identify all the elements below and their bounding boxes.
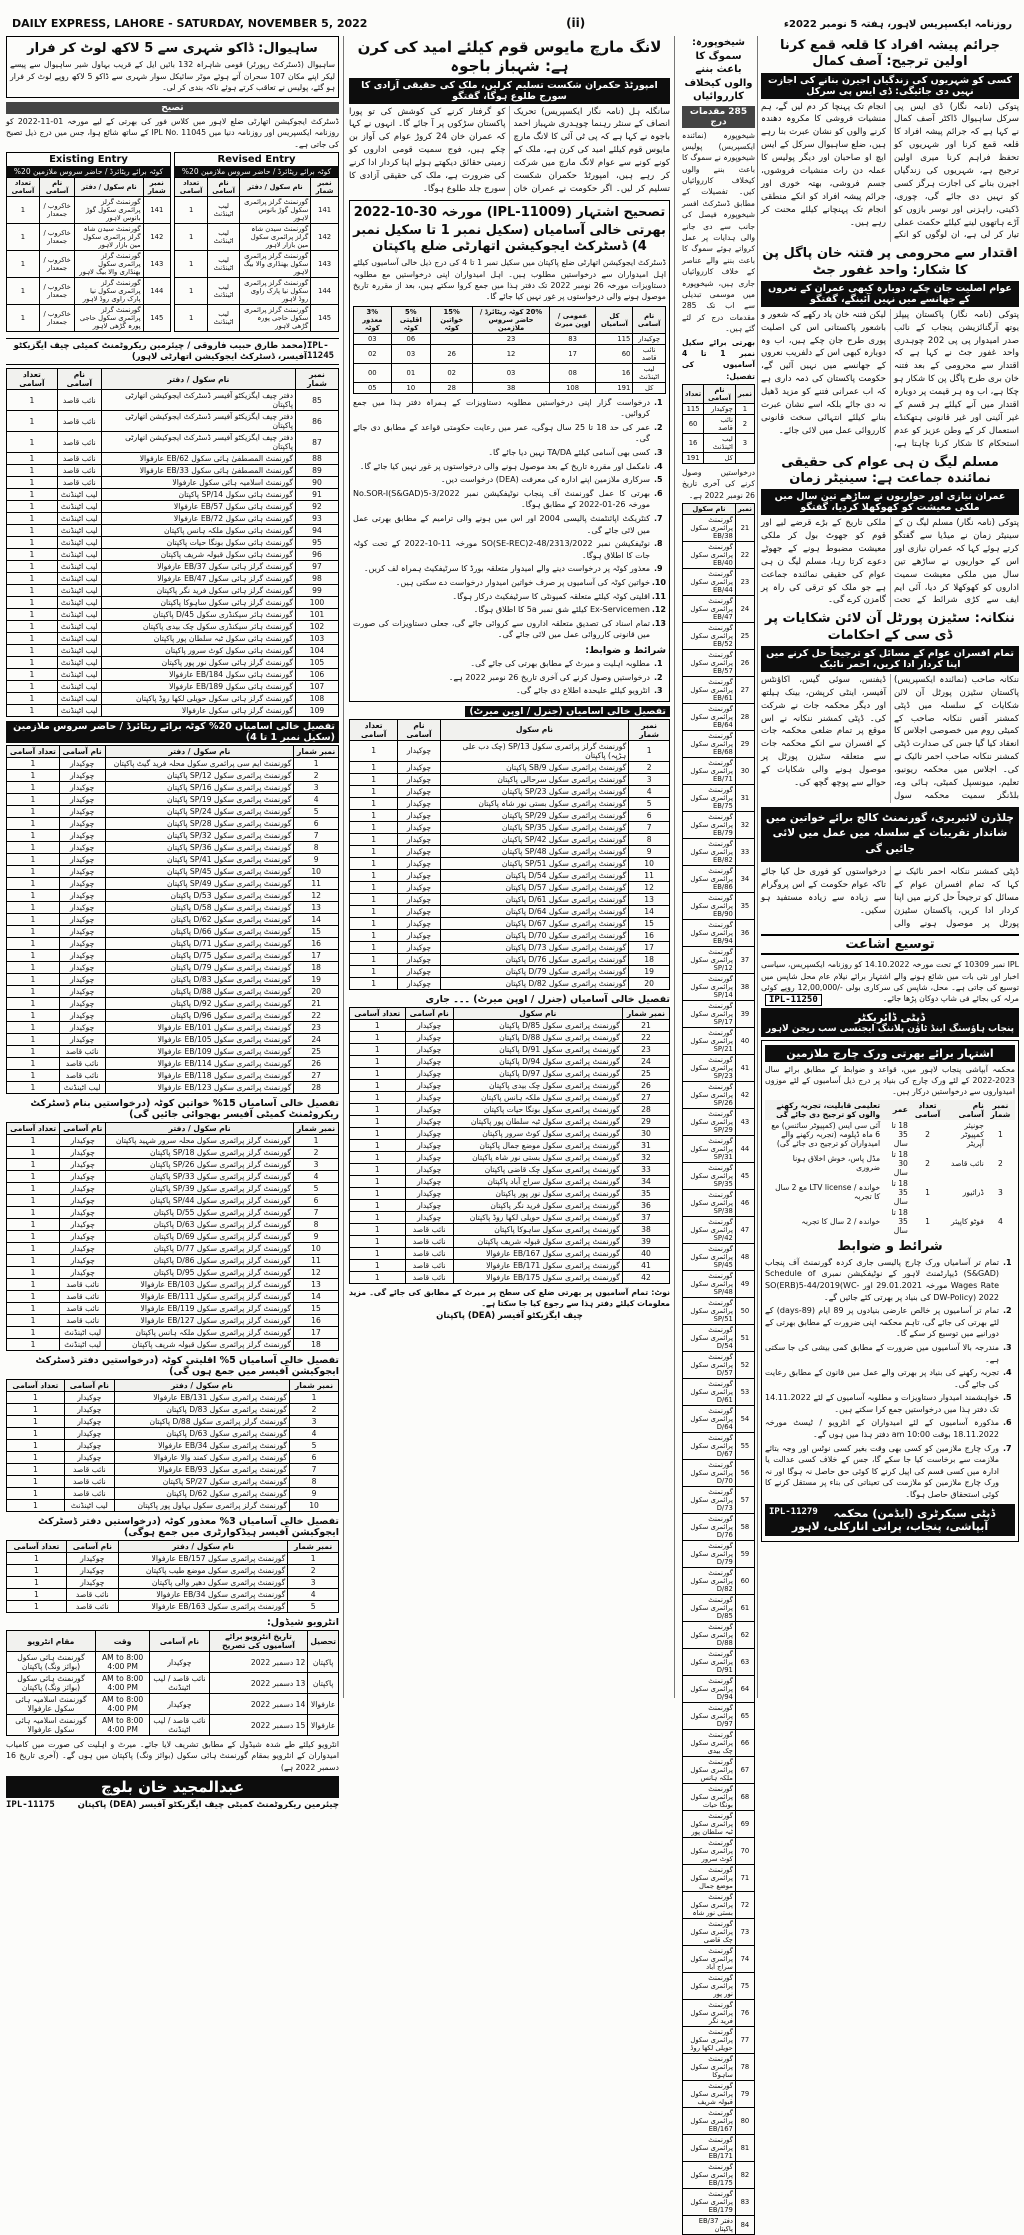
quota20-table: نمبر شمار نام سکول / دفتر نام آسامی تعداد آسامی 1 گورنمنٹ ایم سی پرائمری سکول محلہ فرید گیٹ پاکپتان چوکیدار 1 2 گورنمنٹ پرائمری سکول 12/SP پاکپتان چوکیدار 1 3 گورنمنٹ پرائمری سکول 16/SP پاکپتان چوکیدار 1 4 گورنمنٹ پرائمری سکول 19/SP پاکپتان چوکیدار 1 5 گورنمنٹ پرائمری سکول 24/SP پاکپتان چوکیدار 1 6 گورنمنٹ پرائمری سکول 28/SP پاکپتان چوکیدار 1 7 گورنمنٹ پرائمری سکول 32/SP پاکپتان چوکیدار 1 8 گورنمنٹ پرائمری سکول 36/SP پاکپتان چوکیدار 1 9 گورنمنٹ پرائمری سکول 41/SP پاکپتان چوکیدار 1 10 گورنمنٹ پرائمری سکول 45/SP پاکپتان چوکیدار 1 11 گورنمنٹ پرائمری سکول 49/SP پاکپتان چوکیدار 1 12 گورنمنٹ پرائمری سکول 53/D پاکپتان چوکیدار 1 13 گورنمنٹ پرائمری سکول 58/D پاکپتان چوکیدار 1 14 گورنمنٹ پرائمری سکول 62/D پاکپتان چوکیدار 1 15 گورنمنٹ پرائمری سکول 66/D پاکپتان چوکیدار 1 16 گورنمنٹ پرائمری سکول 71/D پاکپتان چوکیدار 1 17 گورنمنٹ پرائمری سکول 75/D پاکپتان چوکیدار 1 18 گورنمنٹ پرائمری سکول 79/D پاکپتان چوکیدار 1 19 گورنمنٹ پرائمری سکول 83/D پاکپتان چوکیدار 1 20 گورنمنٹ پرائمری سکول 88/D پاکپتان چوکیدار 1 21 گورنمنٹ پرائمری سکول 92/D پاکپتان چوکیدار 1 22 گورنمنٹ پرائمری سکول 96/D پاکپتان چوکیدار 1 23 گورنمنٹ پرائمری سکول 101/EB عارفوالا چوکیدار 1 24 گورنمنٹ پرائمری سکول 105/EB عارفوالا چوکیدار 1 25 گورنمنٹ پرائمری سکول 109/EB عارفوالا نائب قاصد 1 26 گورنمنٹ پرائمری سکول 114/EB عارفوالا نائب قاصد 1 27 گورنمنٹ پرائمری سکول 118/EB عارفوالا نائب قاصد 1 28 گورنمنٹ پرائمری سکول 123/EB عارفوالا لیب اٹینڈنٹ 1 [6, 745, 339, 1094]
correction-ad-subtitle: بھرتی خالی آسامیاں (سکیل نمبر 1 تا سکیل نمبر 4) ڈسٹرکٹ ایجوکیشن اتھارٹی ضلع پاکپتان [353, 222, 666, 255]
revised-entry-label: Revised Entry [174, 152, 339, 166]
middle-column [349, 36, 675, 1698]
ghafoor-jat-body: پتوکی (نامہ نگار) پاکستان پیپلز یوتھ آرگنائزیشن پنجاب کے نائب صدر امیدوار پی پی 202 چوہدری واحد غفور جٹ نے کہا ہے کہ اقتدار سے محرومی کے بعد فتنہ خان بری طرح پاگل پن کا شکار ہو چکا ہے، اب وہ ہر قیمت پر دوبارہ اقتدار میں آنے کیلئے ہر قسم کے غیر آئینی اور غیر قانونی ہتھکنڈے استعمال کر کے وطن عزیز کو عدم استحکام کا شکار کرنا چاہتا ہے، لیکن فتنہ خان یاد رکھے کہ شعور و باشعور پاکستانی اس کی اصلیت پوری طرح جان چکے ہیں، اب وہ دوبارہ کبھی اس کے دلفریب نعروں کے جھانسے میں نہیں آئیں گے، حکومت پاکستان کی ذمہ داری ہے کہ اب عمرانی فتنے کو مزید ڈھیل نہ دی جائے بلکہ اسے نشان عبرت بنانے کیلئے انتہائی سخت قانونی کارروائی عمل میں لائی جائے۔ [761, 309, 1019, 449]
vacancies-continuation-table: نمبر شمار نام سکول / دفتر نام آسامی تعداد آسامی 85 دفتر چیف ایگزیکٹو آفیسر ڈسٹرکٹ ایجوکیشن اتھارٹی پاکپتان نائب قاصد 1 86 دفتر چیف ایگزیکٹو آفیسر ڈسٹرکٹ ایجوکیشن اتھارٹی پاکپتان نائب قاصد 1 87 دفتر چیف ایگزیکٹو آفیسر ڈسٹرکٹ ایجوکیشن اتھارٹی پاکپتان نائب قاصد 1 88 گورنمنٹ المصطفیٰ ہائی سکول 62/EB عارفوالا نائب قاصد 1 89 گورنمنٹ المصطفیٰ ہائی سکول 33/EB عارفوالا نائب قاصد 1 90 گورنمنٹ اسلامیہ ہائی سکول عارفوالا نائب قاصد 1 91 گورنمنٹ ہائی سکول 14/SP پاکپتان لیب اٹینڈنٹ 1 92 گورنمنٹ ہائی سکول 57/EB عارفوالا لیب اٹینڈنٹ 1 93 گورنمنٹ ہائی سکول 72/EB عارفوالا لیب اٹینڈنٹ 1 94 گورنمنٹ ہائی سکول ملکہ ہانس پاکپتان لیب اٹینڈنٹ 1 95 گورنمنٹ ہائی سکول بونگا حیات پاکپتان لیب اٹینڈنٹ 1 96 گورنمنٹ ہائی سکول قبولہ شریف پاکپتان لیب اٹینڈنٹ 1 97 گورنمنٹ گرلز ہائی سکول 37/EB عارفوالا لیب اٹینڈنٹ 1 98 گورنمنٹ گرلز ہائی سکول 47/EB عارفوالا لیب اٹینڈنٹ 1 99 گورنمنٹ گرلز ہائی سکول فرید نگر پاکپتان لیب اٹینڈنٹ 1 100 گورنمنٹ گرلز ہائی سکول ساہوکا پاکپتان لیب اٹینڈنٹ 1 101 گورنمنٹ ہائر سیکنڈری سکول 45/D پاکپتان لیب اٹینڈنٹ 1 102 گورنمنٹ ہائر سیکنڈری سکول چک بیدی پاکپتان لیب اٹینڈنٹ 1 103 گورنمنٹ ہائی سکول ٹبہ سلطان پور پاکپتان لیب اٹینڈنٹ 1 104 گورنمنٹ ہائی سکول کوٹ سرور پاکپتان لیب اٹینڈنٹ 1 105 گورنمنٹ گرلز ہائی سکول نور پور پاکپتان لیب اٹینڈنٹ 1 106 گورنمنٹ ہائی سکول 184/EB عارفوالا لیب اٹینڈنٹ 1 107 گورنمنٹ ہائی سکول 189/EB عارفوالا لیب اٹینڈنٹ 1 108 گورنمنٹ گرلز ہائی سکول حویلی لکھا روڈ پاکپتان لیب اٹینڈنٹ 1 109 گورنمنٹ گرلز ہائی سکول عارفوالا لیب اٹینڈنٹ 1 [6, 368, 339, 717]
smog-body: شیخوپورہ (نمائندہ ایکسپریس) پولیس شیخوپورہ نے سموگ کا باعث بننے والوں کیخلاف کارروائیاں کیں۔ تفصیلات کے مطابق ڈسٹرکٹ افسر شیخوپورہ فیصل کی جانب سے دی جانے والی ہدایات پر عمل کرواتے ہوئے سموگ کا باعث بننے والے عناصر کے خلاف کارروائیاں جاری ہیں، شیخوپورہ میں موسمی تبدیلی سے اب تک 285 مقدمات درج کر لئے گئے ہیں۔ [682, 130, 755, 334]
longmarch-subhead: امپورٹڈ حکمران شکست تسلیم کرلیں، ملک کی حقیقی آزادی کا سورج طلوع ہوگا، گفتگو [349, 78, 670, 104]
interview-schedule-title: انٹرویو شیڈول: [266, 1617, 339, 1629]
nankana-body-2: ڈپٹی کمشنر ننکانہ احمر نائیک نے کہا کہ تمام افسران عوام کے مسائل کو ترجیحاً حل کرنے میں اپنا کردار ادا کریں، پاکستان سٹیزن پورٹل پر موصول ہونے والی درخواستوں کو فوری حل کیا جائے تاکہ عوام حکومت کے اس پروگرام سے زیادہ سے زیادہ مستفید ہو سکیں۔ [761, 866, 1019, 929]
correction-signature-row [6, 338, 339, 365]
strip-detail-intro: بھرتی برائے سکیل نمبر 1 تا 4 آسامیوں کی تفصیل: [682, 337, 755, 381]
extension-notice-body: IPL نمبر 10309 کے تحت مورخہ 14.10.2022 کو روزنامہ ایکسپریس، سیاسی اخبار اور نئی بات میں شائع ہونے والے اشتہار برائے نیلام عام محل شاپس میں توسیع کی جاتی ہے۔ محل، شاپس کی سرکاری بولی -/12,00,000 روپے کوئی مرلہ کی بجائے فی شاپ دوکان پڑھا جائے۔ [761, 960, 1019, 1004]
revised-quota-banner: کوٹہ برائے ریٹائرڈ / حاضر سروس ملازمین 20% [174, 166, 339, 177]
correction-intro: ڈسٹرکٹ ایجوکیشن اتھارٹی ضلع لاہور میں کلاس فور کی بھرتی کے لیے مورخہ 01-11-2022 کو روزنامہ ایکسپریس اور روزنامہ دنیا میں IPL No. 11045 کے ساتھ شائع ہوا، جس میں درج ذیل تصیح کی جاتی ہے۔ [6, 117, 340, 149]
posts-summary-table: نمبر نام آسامی تعداد 1 چوکیدار 115 2 نائب قاصد 60 3 لیب اٹینڈنٹ 16 کل 191 [682, 384, 755, 464]
merit-table: نمبر شمار نام سکول نام آسامی تعداد آسامی 1 گورنمنٹ گرلز پرائمری سکول 13/SP (چک دب علی ہڑپہ) پاکپتان چوکیدار 1 2 گورنمنٹ پرائمری سکول 9/SB پاکپتان چوکیدار 1 3 گورنمنٹ پرائمری سکول سرحالی پاکپتان چوکیدار 1 4 گورنمنٹ پرائمری سکول 23/SP پاکپتان چوکیدار 1 5 گورنمنٹ پرائمری سکول بستی نور شاہ پاکپتان چوکیدار 1 6 گورنمنٹ پرائمری سکول 29/SP پاکپتان چوکیدار 1 7 گورنمنٹ پرائمری سکول 35/SP پاکپتان چوکیدار 1 8 گورنمنٹ پرائمری سکول 42/SP پاکپتان چوکیدار 1 9 گورنمنٹ پرائمری سکول 48/SP پاکپتان چوکیدار 1 10 گورنمنٹ پرائمری سکول 51/SP پاکپتان چوکیدار 1 11 گورنمنٹ پرائمری سکول 54/D پاکپتان چوکیدار 1 12 گورنمنٹ پرائمری سکول 57/D پاکپتان چوکیدار 1 13 گورنمنٹ پرائمری سکول 61/D پاکپتان چوکیدار 1 14 گورنمنٹ پرائمری سکول 64/D پاکپتان چوکیدار 1 15 گورنمنٹ پرائمری سکول 67/D پاکپتان چوکیدار 1 16 گورنمنٹ پرائمری سکول 70/D پاکپتان چوکیدار 1 17 گورنمنٹ پرائمری سکول 73/D پاکپتان چوکیدار 1 18 گورنمنٹ پرائمری سکول 76/D پاکپتان چوکیدار 1 19 گورنمنٹ پرائمری سکول 79/D پاکپتان چوکیدار 1 20 گورنمنٹ پرائمری سکول 82/D پاکپتان چوکیدار 1 [349, 719, 670, 990]
correction-ad-intro: ڈسٹرکٹ ایجوکیشن اتھارٹی ضلع پاکپتان میں سکیل نمبر 1 تا 4 کی درج ذیل خالی آسامیوں کیلئے اہل امیدواران سے درخواستیں مطلوب ہیں۔ اہل امیدواران اپنی درخواستیں مع مطلوبہ دستاویزات مورخہ 26 نومبر 2022 تک دفتر ہذا میں جمع کروا سکتے ہیں، بعد از مقررہ تاریخ موصول ہونے والی درخواستوں پر غور نہیں کیا جائے گا۔ [353, 258, 666, 302]
nankana-subhead: تمام افسران عوام کے مسائل کو ترجیحاً حل کرنے میں اپنا کردار ادا کریں، احمر نائیک [761, 646, 1019, 672]
longmarch-headline: لانگ مارچ مایوس قوم کیلئے امید کی کرن ہے: شہباز باجوہ [357, 38, 662, 75]
nankana-body: ننکانہ صاحب (نمائندہ ایکسپریس) پاکستان سٹیزن پورٹل آن لائن شکایات کے سلسلہ میں ڈپٹی کمشنر آفس ننکانہ صاحب کے کمیٹی روم میں خصوصی اجلاس کا انعقاد کیا گیا جس کی صدارت ڈپٹی کمشنر ننکانہ صاحب احمر نائیک نے کی۔ اجلاس میں محکمہ ریونیو، تعلیم، میونسپل کمیٹی، ہائی وے، بلڈنگز سمیت محکمہ سول ڈیفنس، سوئی گیس، اکاؤنٹس آفیسر، اینٹی کرپشن، بینک ہیلتھ اور دیگر محکمہ جات نے شرکت کی۔ ڈپٹی کمشنر ننکانہ نے اس موقع پر تمام ضلعی محکمہ جات کے افسران سے انکے محکمہ جات سے متعلقہ سٹیزن پورٹل پر موصول ہونے والی شکایات کے حوالے سے پوچھ گچھ کی۔ [761, 674, 1019, 801]
middle-officer: چیف ایگزیکٹو آفیسر (DEA) پاکپتان [436, 1311, 583, 1322]
correction-ad-title: تصحیح اشتہار (IPL-11009) مورخہ 30-10-2022 [353, 204, 666, 220]
correction-tables [6, 152, 339, 335]
ipl-number-11279: IPL-11279 [769, 1506, 818, 1517]
nankana-headline: ننکانہ: سٹیزن پورٹل آن لائن شکایات پر ڈی سی کے احکامات [765, 611, 1015, 643]
terms-list: 1. تمام تر آسامیاں ورک چارج پالیسی جاری کردہ گورنمنٹ آف پنجاب (S&GAD) ڈیپارٹمنٹ لاہور کے نوٹیفکیشن نمبری Schedule of Wages Rate مورخہ 29.01.2021 اور SO(ERB)5-44/2019(WC-DW-Policy) 2022 کی بنیاد پر بھرتی کئے جائیں گے۔ 2. تمام تر آسامیوں پر خالص عارضی بنیادوں پر 89 ایام (89-days) کے لئے بھرتی کی جائے گی، تاہم محکمہ اپنی ضرورت کے مطابق بھرتی کے دورانیے میں توسیع کر سکے گا۔ 3. مندرجہ بالا آسامیوں میں ضرورت کے مطابق کمی بیشی کی جا سکتی ہے۔ 4. تجربہ رکھنے کی بنیاد پر بھرتی والے عمل میں قانون کے مطابق رعایت کی جائے گی۔ 5. خواہشمند امیدوار دستاویزات و مطلوبہ آسامیوں کے لئے 14.11.2022 تک دفتر ہذا میں درخواستیں جمع کرا سکتے ہیں۔ 6. مذکورہ آسامیوں کے لئے امیدواران کے انٹرویو / ٹیسٹ مورخہ 18.11.2022 بوقت 10:00 am دفتر ہذا میں ہوں گے۔ 7. ورک چارج ملازمین کو کسی بھی وقت بغیر کسی نوٹس اور وجہ بتائے ملازمت سے برخاست کیا جا سکے گا، جس کے خلاف کسی عدالت یا ادارہ میں کسی قسم کی اپیل کرنے کا کوئی حق حاصل نہ ہوگا اور نہ ورک چارج ملازمین کو ملازمت کی تعیناتی کی بناء پر مستقل کرنے کا کوئی استحقاق حاصل ہوگا۔ [765, 1257, 1012, 1500]
work-charge-ad [761, 1040, 1019, 1542]
schools-strip-list: نمبر نام سکول 21 گورنمنٹ پرائمری سکول 38/EB 22 گورنمنٹ پرائمری سکول 40/EB 23 گورنمنٹ پرائمری سکول 44/EB 24 گورنمنٹ پرائمری سکول 47/EB 25 گورنمنٹ پرائمری سکول 52/EB 26 گورنمنٹ پرائمری سکول 57/EB 27 گورنمنٹ پرائمری سکول 61/EB 28 گورنمنٹ پرائمری سکول 64/EB 29 گورنمنٹ پرائمری سکول 68/EB 30 گورنمنٹ پرائمری سکول 71/EB 31 گورنمنٹ پرائمری سکول 75/EB 32 گورنمنٹ پرائمری سکول 79/EB 33 گورنمنٹ پرائمری سکول 82/EB 34 گورنمنٹ پرائمری سکول 86/EB 35 گورنمنٹ پرائمری سکول 90/EB 36 گورنمنٹ پرائمری سکول 94/EB 37 گورنمنٹ پرائمری سکول 12/SP 38 گورنمنٹ پرائمری سکول 14/SP 39 گورنمنٹ پرائمری سکول 17/SP 40 گورنمنٹ پرائمری سکول 21/SP 41 گورنمنٹ پرائمری سکول 23/SP 42 گورنمنٹ پرائمری سکول 26/SP 43 گورنمنٹ پرائمری سکول 29/SP 44 گورنمنٹ پرائمری سکول 31/SP 45 گورنمنٹ پرائمری سکول 35/SP 46 گورنمنٹ پرائمری سکول 38/SP 47 گورنمنٹ پرائمری سکول 42/SP 48 گورنمنٹ پرائمری سکول 45/SP 49 گورنمنٹ پرائمری سکول 48/SP 50 گورنمنٹ پرائمری سکول 51/SP 51 گورنمنٹ پرائمری سکول 54/D 52 گورنمنٹ پرائمری سکول 57/D 53 گورنمنٹ پرائمری سکول 61/D 54 گورنمنٹ پرائمری سکول 64/D 55 گورنمنٹ پرائمری سکول 67/D 56 گورنمنٹ پرائمری سکول 70/D 57 گورنمنٹ پرائمری سکول 73/D 58 گورنمنٹ پرائمری سکول 76/D 59 گورنمنٹ پرائمری سکول 79/D 60 گورنمنٹ پرائمری سکول 82/D 61 گورنمنٹ پرائمری سکول 85/D 62 گورنمنٹ پرائمری سکول 88/D 63 گورنمنٹ پرائمری سکول 91/D 64 گورنمنٹ پرائمری سکول 94/D 65 گورنمنٹ پرائمری سکول 97/D 66 گورنمنٹ پرائمری سکول چک بیدی 67 گورنمنٹ پرائمری سکول ملکہ ہانس 68 گورنمنٹ پرائمری سکول بونگا حیات 69 گورنمنٹ پرائمری سکول ٹبہ سلطان پور 70 گورنمنٹ پرائمری سکول کوٹ سرور 71 گورنمنٹ پرائمری سکول موضع جمال 72 گورنمنٹ پرائمری سکول بستی نور شاہ 73 گورنمنٹ پرائمری سکول چک قاضی 74 گورنمنٹ پرائمری سکول سراج آباد 75 گورنمنٹ پرائمری سکول نور پور 76 گورنمنٹ پرائمری سکول فرید نگر 77 گورنمنٹ پرائمری سکول حویلی لکھا روڈ 78 گورنمنٹ پرائمری سکول ساہوکا 79 گورنمنٹ پرائمری سکول قبولہ شریف 80 گورنمنٹ پرائمری سکول 167/EB 81 گورنمنٹ پرائمری سکول 171/EB 82 گورنمنٹ پرائمری سکول 175/EB 83 گورنمنٹ پرائمری سکول 179/EB 84 دفتر 37/EB پاکپتان [682, 503, 755, 2235]
quota15-table: نمبر شمار نام سکول / دفتر نام آسامی تعداد آسامی 1 گورنمنٹ گرلز پرائمری سکول محلہ سرور شہید پاکپتان چوکیدار 1 2 گورنمنٹ گرلز پرائمری سکول 18/SP پاکپتان چوکیدار 1 3 گورنمنٹ گرلز پرائمری سکول 26/SP پاکپتان چوکیدار 1 4 گورنمنٹ گرلز پرائمری سکول 33/SP پاکپتان چوکیدار 1 5 گورنمنٹ گرلز پرائمری سکول 39/SP پاکپتان چوکیدار 1 6 گورنمنٹ گرلز پرائمری سکول 44/SP پاکپتان چوکیدار 1 7 گورنمنٹ گرلز پرائمری سکول 55/D پاکپتان چوکیدار 1 8 گورنمنٹ گرلز پرائمری سکول 63/D پاکپتان چوکیدار 1 9 گورنمنٹ گرلز پرائمری سکول 69/D پاکپتان چوکیدار 1 10 گورنمنٹ گرلز پرائمری سکول 77/D پاکپتان چوکیدار 1 11 گورنمنٹ گرلز پرائمری سکول 86/D پاکپتان چوکیدار 1 12 گورنمنٹ گرلز پرائمری سکول 95/D پاکپتان چوکیدار 1 13 گورنمنٹ گرلز پرائمری سکول 103/EB عارفوالا نائب قاصد 1 14 گورنمنٹ گرلز پرائمری سکول 111/EB عارفوالا نائب قاصد 1 15 گورنمنٹ گرلز پرائمری سکول 119/EB عارفوالا نائب قاصد 1 16 گورنمنٹ گرلز پرائمری سکول 127/EB عارفوالا نائب قاصد 1 17 گورنمنٹ گرلز پرائمری سکول ملکہ ہانس پاکپتان لیب اٹینڈنٹ 1 18 گورنمنٹ گرلز پرائمری سکول قبولہ شریف پاکپتان لیب اٹینڈنٹ 1 [6, 1122, 339, 1351]
quota3-table: نمبر شمار نام سکول / دفتر نام آسامی تعداد آسامی 1 گورنمنٹ پرائمری سکول 157/EB عارفوالا چوکیدار 1 2 گورنمنٹ پرائمری سکول موضع طیب پاکپتان چوکیدار 1 3 گورنمنٹ پرائمری سکول دھیر والی پاکپتان چوکیدار 1 4 گورنمنٹ پرائمری سکول 34/EB عارفوالا نائب قاصد 1 5 گورنمنٹ پرائمری سکول 163/EB عارفوالا نائب قاصد 1 [6, 1540, 339, 1613]
masthead-urdu: روزنامہ ایکسپریس لاہور، ہفتہ 5 نومبر 2022ء [783, 19, 1012, 30]
sahiwal-news-body: ساہیوال (ڈسٹرکٹ رپورٹر) قومی شاہراہ 132 بائیں ایل کے قریب بہاول شیر ساہیوال سے پیسے لیکر اپنے مکان 107 سحران آتے ہوئے موٹر سائیکل سوار شہری سے ڈاکو 5 لاکھ روپے لوٹ کر فرار ہو گئے، پولیس نے تعاقب کرتے ہوئے ناکہ بندی کر لی۔ [10, 60, 335, 92]
asif-kamal-headline: جرائم پیشہ افراد کا قلعہ قمع کرنا اولین ترجیح: آصف کمال [779, 38, 1001, 70]
extension-notice-title: توسیع اشاعت [761, 934, 1019, 955]
interview-schedule-table: تحصیل تاریخ انٹرویو برائے آسامیوں کی تصریح نام آسامی وقت مقام انٹرویو پاکپتان 12 دسمبر 2022 چوکیدار 8:00 AM to 4:00 PM گورنمنٹ ہائی سکول (بوائز ونگ) پاکپتان پاکپتان 13 دسمبر 2022 نائب قاصد / لیب اٹینڈنٹ 8:00 AM to 4:00 PM گورنمنٹ ہائی سکول (بوائز ونگ) پاکپتان عارفوالا 14 دسمبر 2022 چوکیدار 8:00 AM to 4:00 PM گورنمنٹ اسلامیہ ہائی سکول عارفوالا عارفوالا 15 دسمبر 2022 نائب قاصد / لیب اٹینڈنٹ 8:00 AM to 4:00 PM گورنمنٹ اسلامیہ ہائی سکول عارفوالا [6, 1630, 339, 1736]
work-charge-ad-title: اشتہار برائے بھرتی ورک چارج ملازمین [765, 1045, 1015, 1062]
vacancy-summary [353, 306, 666, 394]
revised-entry-table: نمبر شمار نام سکول / دفتر نام آسامی تعداد آسامی 141 گورنمنٹ گرلز پرائمری سکول گوڑ بانوس لاہور لیب اٹینڈنٹ 1 142 گورنمنٹ سیدن شاہ گرلز پرائمری سکول مین بازار لاہور لیب اٹینڈنٹ 1 143 گورنمنٹ گرلز پرائمری سکول بھنڈاری والا بیگ لاہور لیب اٹینڈنٹ 1 144 گورنمنٹ گرلز پرائمری سکول نیا پارک راوی روڈ لاہور لیب اٹینڈنٹ 1 145 گورنمنٹ گرلز پرائمری سکول حاجی پورہ گڑھی لاہور لیب اٹینڈنٹ 1 [174, 177, 339, 332]
ghafoor-jat-headline: اقتدار سے محرومی پر فتنہ خان پاگل پن کا شکار: واحد غفور جٹ [762, 246, 1018, 278]
housing-agency-name: پنجاب ہاؤسنگ اینڈ ٹاؤن پلاننگ ایجنسی سب ریجن لاہور [765, 1023, 1015, 1034]
pmln-subhead: عمران نیازی اور حواریوں نے ساڑھے تین سال میں ملکی معیشت کو کھوکھلا کردیا، گفتگو [761, 489, 1019, 515]
page-header [0, 0, 1024, 33]
correction-ad-notes: 1. درخواست گزار اپنی درخواستیں مطلوبہ دستاویزات کے ہمراہ دفتر ہذا میں جمع کروائیں۔ 2. عمر کی حد 18 تا 25 سال ہوگی، عمر میں رعایت حکومتی قواعد کے مطابق دی جائے گی۔ 3. کسی بھی آسامی کیلئے TA/DA نہیں دیا جائے گا۔ 4. نامکمل اور مقررہ تاریخ کے بعد موصول ہونے والی درخواستوں پر غور نہیں کیا جائے گا۔ 5. سرکاری ملازمین اپنے ادارہ کی معرفت (DEA) درخواست دیں۔ 6. بھرتی کا عمل گورنمنٹ آف پنجاب نوٹیفکیشن نمبر No.SOR-I(S&GAD)5-3/2022 مورخہ 26-01-2022 کے مطابق ہوگا۔ 7. کنٹریکٹ اپائنٹمنٹ پالیسی 2004 اور اس میں ہونے والی ترامیم کے مطابق بھرتی عمل میں لائی جائے گی۔ 8. نوٹیفکیشن نمبر SO(SE-REC)2-48/2313/2022 مورخہ 11-10-2022 کے تحت کوٹہ جات کا اطلاق ہوگا۔ 9. معذور کوٹہ پر درخواست دینے والے امیدوار متعلقہ بورڈ کا سرٹیفکیٹ ہمراہ لف کریں۔ 10. خواتین کوٹہ کی آسامیوں پر صرف خواتین امیدوار درخواست دے سکتی ہیں۔ 11. اقلیتی کوٹہ کیلئے متعلقہ کمیونٹی کا سرٹیفکیٹ درکار ہوگا۔ 12. Ex-Servicemen کیلئے شق نمبر 5a کا اطلاق ہوگا۔ 13. تمام اسناد کی تصدیق متعلقہ اداروں سے کروائی جائے گی، جعلی دستاویزات کی صورت میں قانونی کارروائی عمل میں لائی جائے گی۔ [353, 397, 666, 640]
correction-ad-box [349, 200, 670, 702]
quota20-section-title: تفصیل خالی آسامیاں 20% کوٹہ برائے ریٹائرڈ / حاضر سروس ملازمین (سکیل نمبر 1 تا 4) [6, 721, 339, 743]
revised-entry-block [174, 152, 339, 335]
smog-headline-line2: والوں کیخلاف کارروائیاں [684, 77, 753, 102]
existing-entry-label: Existing Entry [6, 152, 171, 166]
masthead-english: DAILY EXPRESS, LAHORE - SATURDAY, NOVEMBER 5, 2022 [12, 17, 368, 30]
correction-notice [6, 102, 339, 365]
existing-quota-banner: کوٹہ برائے ریٹائرڈ / حاضر سروس ملازمین 20% [6, 166, 171, 177]
correction-ad-terms-title: شرائط و ضوابط: [585, 644, 666, 656]
left-signature-row [6, 1798, 339, 1812]
smog-headline-line1: شیخوپورہ: سموگ کا باعث بننے [691, 37, 746, 75]
sahiwal-news-box [6, 36, 339, 98]
highlight-box: چلڈرن لائبریری، گورنمنٹ کالج برائے خواتین میں شاندار تقریبات کے سلسلہ میں عمل میں لائی جائیں گی [761, 807, 1019, 862]
existing-entry-block [6, 152, 171, 335]
left-column [6, 36, 344, 1810]
job-ad-signature [765, 1504, 1015, 1536]
quota5-section-title: تفصیل خالی آسامیاں 5% اقلیتی کوٹہ (درخواستیں دفتر ڈسٹرکٹ ایجوکیشن آفیسر میں جمع ہوں گی) [35, 1355, 339, 1378]
right-region [680, 36, 1023, 2234]
correction-signature: (محمد طارق حبیب فاروقی / چیئرمین ریکروٹمنٹ کمیٹی چیف ایگزیکٹو آفیسر، ڈسٹرکٹ ایجوکیشن اتھارٹی لاہور) [13, 341, 307, 363]
page-number: (ii) [566, 16, 586, 30]
merit-cont-section-title: تفصیل خالی آسامیاں (جنرل / اوپن میرٹ) ۔۔۔ جاری [425, 993, 670, 1005]
signatory-title: چیئرمین ریکروٹمنٹ کمیٹی چیف ایگزیکٹو آفیسر (DEA) پاکپتان [77, 1799, 339, 1810]
ipl-number-11175: IPL-11175 [6, 1799, 55, 1810]
strip-deadline: درخواستیں وصول کرنے کی آخری تاریخ 26 نومبر 2022 ہے۔ [682, 468, 755, 500]
deputy-secretary-title: ڈپٹی سیکرٹری (ایڈمن) محکمہ آبپاشی، پنجاب، پرانی انارکلی، لاہور [791, 1506, 996, 1533]
quota15-section-title: تفصیل خالی آسامیاں 15% خواتین کوٹہ (درخواستیں بنام ڈسٹرکٹ ریکروٹمنٹ کمیٹی آفیسر بھجوائی جائیں گی) [30, 1098, 339, 1121]
quota5-table: نمبر شمار نام سکول / دفتر نام آسامی تعداد آسامی 1 گورنمنٹ پرائمری سکول 131/EB عارفوالا چوکیدار 1 2 گورنمنٹ پرائمری سکول 83/D پاکپتان چوکیدار 1 3 گورنمنٹ گرلز پرائمری سکول 88/D پاکپتان چوکیدار 1 4 گورنمنٹ پرائمری سکول 63/D پاکپتان چوکیدار 1 5 گورنمنٹ پرائمری سکول 34/EB عارفوالا چوکیدار 1 6 گورنمنٹ پرائمری سکول کمند والا عارفوالا چوکیدار 1 7 گورنمنٹ پرائمری سکول 93/EB عارفوالا نائب قاصد 1 8 گورنمنٹ پرائمری سکول 27/SP پاکپتان نائب قاصد 1 9 گورنمنٹ پرائمری سکول 62/D پاکپتان نائب قاصد 1 10 گورنمنٹ گرلز پرائمری سکول بہاول پور پاکپتان لیب اٹینڈنٹ 1 [6, 1379, 339, 1512]
vacancy-summary-table: نام آسامی کل آسامیاں عمومی / اوپن میرٹ 20% کوٹہ ریٹائرڈ / حاضر سروس ملازمین 15% خواتین کوٹہ 5% اقلیتی کوٹہ 3% معذور کوٹہ چوکیدار 115 83 23 06 03 نائب قاصد 60 17 12 26 03 02 لیب اٹینڈنٹ 16 08 03 02 01 00 کل 191 108 38 28 10 05 [353, 306, 666, 394]
existing-entry-table: نمبر شمار نام سکول / دفتر نام آسامی تعداد آسامی 141 گورنمنٹ گرلز پرائمری سکول گوڑ بانوس لاہور خاکروب / جمعدار 1 142 گورنمنٹ سیدن شاہ گرلز پرائمری سکول مین بازار لاہور خاکروب / جمعدار 1 143 گورنمنٹ گرلز پرائمری سکول بھنڈاری والا بیگ لاہور خاکروب / جمعدار 1 144 گورنمنٹ گرلز پرائمری سکول نیا پارک راوی روڈ لاہور خاکروب / جمعدار 1 145 گورنمنٹ گرلز پرائمری سکول حاجی پورہ گڑھی لاہور خاکروب / جمعدار 1 [6, 177, 171, 332]
merit-cont-table: نمبر شمار نام سکول نام آسامی تعداد آسامی 21 گورنمنٹ پرائمری سکول 85/D پاکپتان چوکیدار 1 22 گورنمنٹ پرائمری سکول 88/D پاکپتان چوکیدار 1 23 گورنمنٹ پرائمری سکول 91/D پاکپتان چوکیدار 1 24 گورنمنٹ پرائمری سکول 94/D پاکپتان چوکیدار 1 25 گورنمنٹ پرائمری سکول 97/D پاکپتان چوکیدار 1 26 گورنمنٹ پرائمری سکول چک بیدی پاکپتان چوکیدار 1 27 گورنمنٹ پرائمری سکول ملکہ ہانس پاکپتان چوکیدار 1 28 گورنمنٹ پرائمری سکول بونگا حیات پاکپتان چوکیدار 1 29 گورنمنٹ پرائمری سکول ٹبہ سلطان پور پاکپتان چوکیدار 1 30 گورنمنٹ پرائمری سکول کوٹ سرور پاکپتان چوکیدار 1 31 گورنمنٹ پرائمری سکول موضع جمال پاکپتان چوکیدار 1 32 گورنمنٹ پرائمری سکول بستی نور شاہ پاکپتان چوکیدار 1 33 گورنمنٹ پرائمری سکول چک قاضی پاکپتان چوکیدار 1 34 گورنمنٹ پرائمری سکول سراج آباد پاکپتان چوکیدار 1 35 گورنمنٹ پرائمری سکول نور پور پاکپتان چوکیدار 1 36 گورنمنٹ پرائمری سکول فرید نگر پاکپتان چوکیدار 1 37 گورنمنٹ پرائمری سکول حویلی لکھا روڈ پاکپتان چوکیدار 1 38 گورنمنٹ پرائمری سکول ساہوکا پاکپتان نائب قاصد 1 39 گورنمنٹ پرائمری سکول قبولہ شریف پاکپتان نائب قاصد 1 40 گورنمنٹ پرائمری سکول 167/EB عارفوالا نائب قاصد 1 41 گورنمنٹ پرائمری سکول 171/EB عارفوالا نائب قاصد 1 42 گورنمنٹ پرائمری سکول 175/EB عارفوالا نائب قاصد 1 [349, 1007, 670, 1284]
extension-notice-signature [761, 994, 1019, 1037]
longmarch-body: سانگلہ ہل (نامہ نگار ایکسپریس) تحریک انصاف کے سنٹر رہنما چوہدری شہباز احمد باجوہ نے کہا ہے کہ پی ٹی آئی کا لانگ مارچ مایوس قوم کیلئے امید کی کرن ہے، ملک کے کونے کونے سے عوام لانگ مارچ میں شرکت کر رہے ہیں، امپورٹڈ حکمران شکست تسلیم کر لیں۔ اگر حکومت نے عمران خان کو گرفتار کرنے کی کوشش کی تو پورا پاکستان سڑکوں پر آ جائے گا۔ انہوں نے کہا کہ عمران خان 24 کروڑ عوام کی آواز بن چکے ہیں، فوج سمیت قومی اداروں کو زمینی حقائق دیکھتے ہوئے اپنا کردار ادا کرنے کی ضرورت ہے، ملک کی حقیقی آزادی کا سورج جلد طلوع ہوگا۔ [349, 106, 670, 194]
ipl-number-11250: IPL-11250 [765, 994, 822, 1006]
merit-section-title: تفصیل خالی آسامیاں (جنرل / اوپن میرٹ) [349, 706, 670, 717]
deputy-director-title: ڈپٹی ڈائریکٹر [855, 1010, 925, 1024]
work-charge-ad-intro: محکمہ آبپاشی پنجاب لاہور میں، قواعد و ضوابط کے مطابق برائے سال 2023-2022 کے لئے ورک چارج کی بنیاد پر درج ذیل آسامیوں کے لئے موزوں امیدواروں سے درخواستیں درکار ہیں۔ [765, 1064, 1015, 1097]
pmln-body: پتوکی (نامہ نگار) مسلم لیگ ن کے سینیٹر زمان نے میڈیا سے گفتگو کرتے ہوئے کہا کہ عمران نیازی اور اس کے حواریوں نے ساڑھے تین سال میں ملکی معیشت سمیت اداروں کو کھوکھلا کر دیا، آئی ایم ایف سے کڑی شرائط کے تحت ملکی تاریخ کے بڑے قرضے لیے اور قوم کو جھوٹ بول کر ملکی معیشت مضبوط ہونے کے جھوٹے دعوے کرتا رہا، مسلم لیگ ن ہی عوام کی حقیقی نمائندہ جماعت ہے جو ملک کو ترقی کی راہ پر گامزن کرے گی۔ [761, 518, 1019, 606]
work-charge-posts-table: نمبر شمار نام آسامی تعداد آسامی عمر تعلیمی قابلیت، تجربہ رکھنے والوں کو ترجیح دی جائے گی 1 جونیئر کمپیوٹر آپریٹر 2 18 تا 35 سال آئی سی ایس (کمپیوٹر سائنس) مع 6 ماہ ڈپلومہ (تجربہ رکھنے والے امیدواران کو ترجیح دی جائے گی) 2 نائب قاصد 2 18 تا 30 سال مڈل پاس، خوش اخلاق ہونا ضروری 3 ڈرائیور 1 18 تا 35 سال خواندہ / LTV license مع 2 سال کا تجربہ 4 فوٹو کاپیئر 1 18 تا 35 سال خواندہ / 2 سال کا تجربہ [765, 1100, 1015, 1236]
narrow-strip [680, 36, 758, 2234]
right-main-column [761, 36, 1019, 1698]
smog-cases-badge: 285 مقدمات درج [682, 106, 755, 128]
interview-schedule-note: انٹرویو کیلئے طے شدہ شیڈول کے مطابق تشریف لایا جائے۔ میرٹ و اہلیت کی صورت میں کامیاب امیدواران کے انٹرویو بمقام گورنمنٹ ہائی سکول (بوائز ونگ) پاکپتان میں ہوں گے۔ (آخری تاریخ 16 دسمبر 2022 ہے) [6, 1740, 339, 1772]
ghafoor-jat-subhead: عوام اصلیت جان چکے، دوبارہ کبھی عمران کے نعروں کے جھانسے میں نہیں آئینگے، گفتگو [761, 281, 1019, 307]
signatory-name: عبدالمجید خان بلوچ [6, 1776, 339, 1798]
asif-kamal-body: پتوکی (نامہ نگار) ڈی ایس پی سرکل ساہیوال ڈاکٹر آصف کمال نے کہا ہے کہ جرائم پیشہ افراد کا قلعہ قمع کرنا اور شہریوں کو تحفظ فراہم کرنا میری اولین ترجیح ہے، شہریوں کی زندگیاں اجیرن بنانے کی اجازت ہرگز کسی کو نہیں دی جائے گی، چوری، ڈکیتی، راہزنی اور نوسر بازوں کو آڑے ہاتھوں لینے کیلئے حکمت عملی تیار کر لی ہے، ان لوگوں کو انکے انجام تک پہنچا کر دم لیں گے، ہم منشیات فروشی کا مکروہ دھندہ کرنے والوں کو نشان عبرت بنا رہے ہیں، ضلع ساہیوال سرکل کے ایس ایچ او صاحبان اور دیگر پولیس کا عملہ دن رات منشیات فروشوں، جسم فروشی، بھتہ خوری اور جرائم پیشہ افراد کو انکے منطقی انجام تک پہنچانے کیلئے محنت کر رہے ہیں۔ [761, 101, 1019, 241]
middle-note: نوٹ: تمام آسامیوں پر بھرتی ضلع کی سطح پر میرٹ کے مطابق کی جائے گی۔ مزید معلومات کیلئے دفتر ہذا سے رجوع کیا جا سکتا ہے۔ [349, 1287, 670, 1309]
asif-kamal-subhead: کسی کو شہریوں کی زندگیاں اجیرن بنانے کی اجازت نہیں دی جائیگی: ڈی ایس پی سرکل [761, 73, 1019, 99]
sahiwal-news-headline: ساہیوال: ڈاکو شہری سے 5 لاکھ لوٹ کر فرار [27, 41, 318, 56]
page-columns [0, 33, 1024, 2234]
quota3-section-title: تفصیل خالی آسامیاں 3% معذور کوٹہ (درخواستیں دفتر ڈسٹرکٹ ایجوکیشن آفیسر ہیڈکوارٹری میں جمع ہوگی) [38, 1516, 339, 1539]
pmln-headline: مسلم لیگ ن ہی عوام کی حقیقی نمائندہ جماعت ہے: سینیٹر زمان [781, 454, 999, 486]
ipl-number-11245: IPL-11245 [306, 341, 335, 362]
correction-ad-terms: 1. مطلوبہ اہلیت و میرٹ کے مطابق بھرتی کی جائے گی۔ 2. درخواستیں وصول کرنے کی آخری تاریخ 26 نومبر 2022 ہے۔ 3. انٹرویو کیلئے علیحدہ اطلاع دی جائے گی۔ [448, 658, 663, 696]
correction-title: تصیح [6, 102, 339, 114]
terms-title: شرائط و ضوابط [837, 1238, 943, 1254]
